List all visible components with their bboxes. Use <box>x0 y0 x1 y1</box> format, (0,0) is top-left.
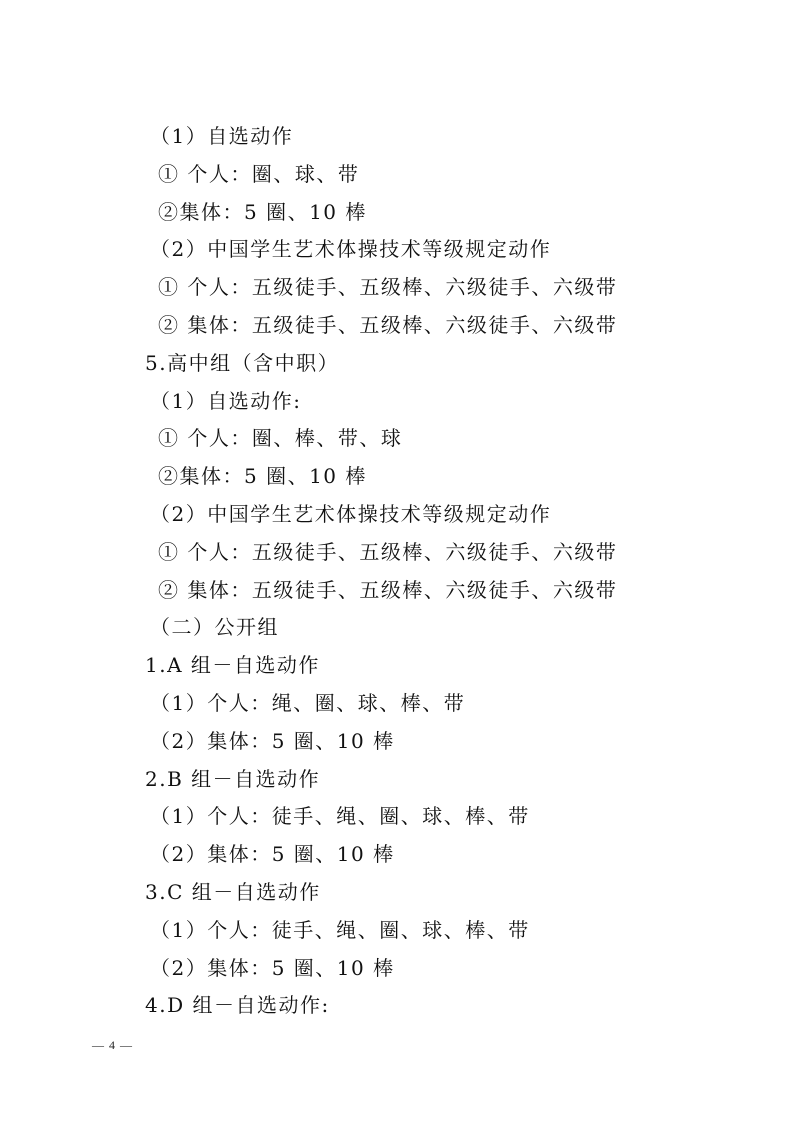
section-heading: （二）公开组 <box>150 615 279 640</box>
list-item: （2）集体：5 圈、10 棒 <box>150 955 395 980</box>
document-body <box>0 118 800 1025</box>
section-heading: 5.高中组（含中职） <box>145 350 340 375</box>
section-heading: 3.C 组－自选动作 <box>145 879 321 904</box>
list-item: ① 个人：五级徒手、五级棒、六级徒手、六级带 <box>158 275 618 300</box>
list-item: （1）个人：绳、圈、球、棒、带 <box>150 690 466 715</box>
section-heading: 1.A 组－自选动作 <box>145 653 320 678</box>
list-item: （1）个人：徒手、绳、圈、球、棒、带 <box>150 804 530 829</box>
list-item: ②集体：5 圈、10 棒 <box>158 464 367 489</box>
list-item: （2）集体：5 圈、10 棒 <box>150 842 395 867</box>
list-item: （2）中国学生艺术体操技术等级规定动作 <box>150 501 552 526</box>
list-item: ② 集体：五级徒手、五级棒、六级徒手、六级带 <box>158 312 618 337</box>
list-item: （1）个人：徒手、绳、圈、球、棒、带 <box>150 917 530 942</box>
list-item: ① 个人：圈、球、带 <box>158 161 360 186</box>
list-item: ① 个人：圈、棒、带、球 <box>158 426 403 451</box>
section-heading: 2.B 组－自选动作 <box>145 766 321 791</box>
list-item: （1）自选动作: <box>150 388 302 413</box>
list-item: （2）中国学生艺术体操技术等级规定动作 <box>150 237 552 262</box>
list-item: （1）自选动作 <box>150 124 294 148</box>
section-heading: 4.D 组－自选动作: <box>145 993 330 1018</box>
page-number: — 4 — <box>92 1038 133 1052</box>
list-item: ② 集体：五级徒手、五级棒、六级徒手、六级带 <box>158 577 618 602</box>
list-item: ②集体：5 圈、10 棒 <box>158 199 367 224</box>
list-item: ① 个人：五级徒手、五级棒、六级徒手、六级带 <box>158 539 618 564</box>
list-item: （2）集体：5 圈、10 棒 <box>150 728 395 753</box>
